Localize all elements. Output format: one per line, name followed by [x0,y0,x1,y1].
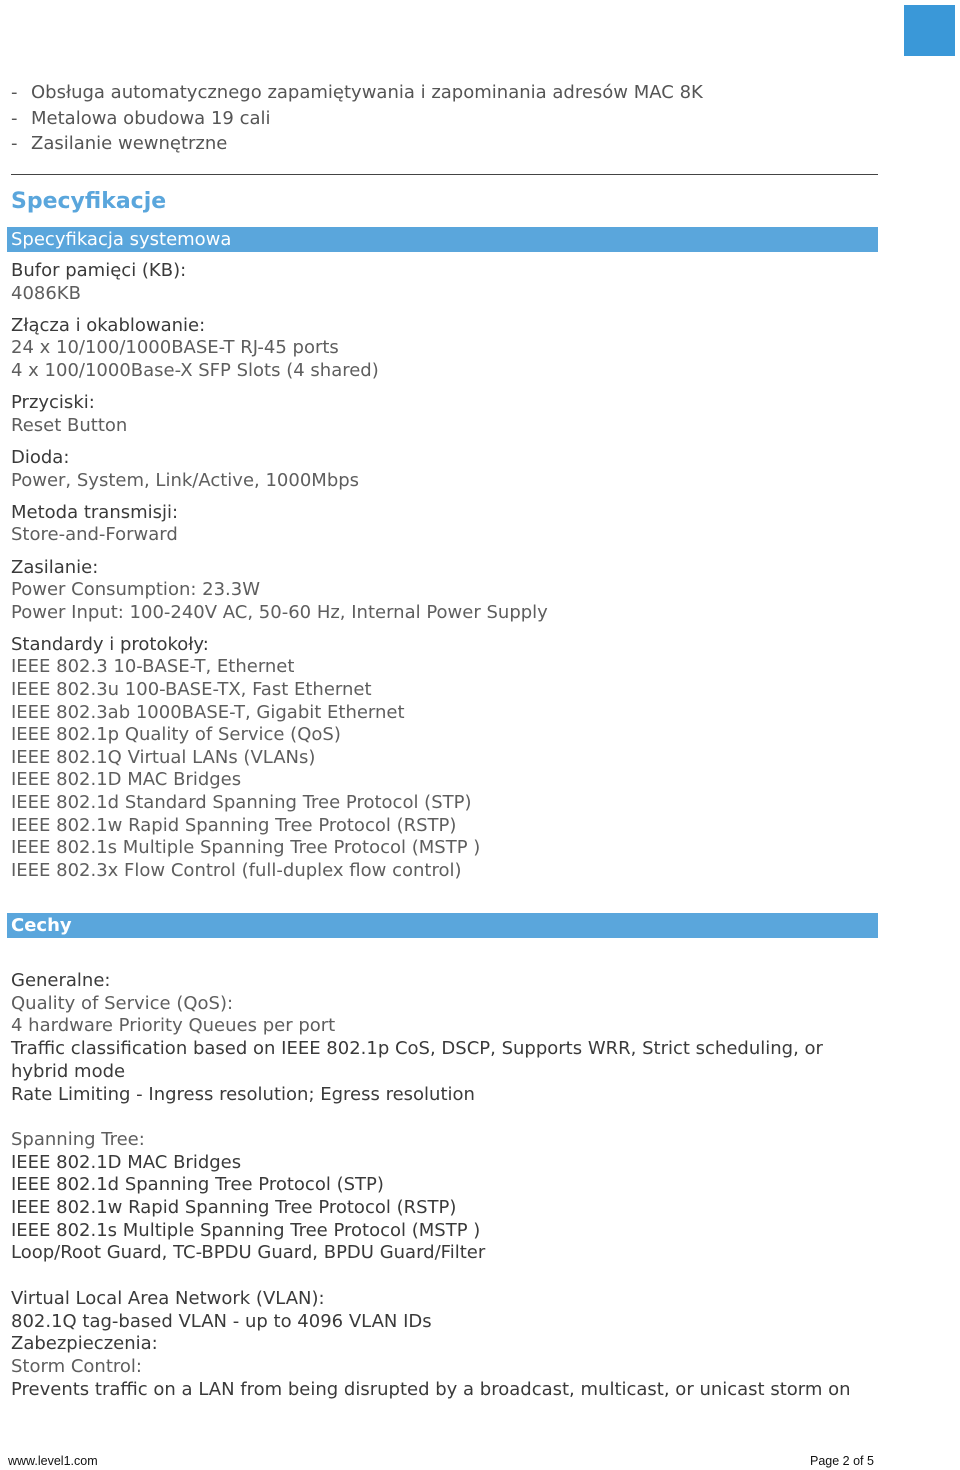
bullet-dash: - [11,82,18,103]
storm-label: Storm Control: [11,1355,142,1377]
bullet-dash: - [11,107,18,129]
stp-label: Spanning Tree: [11,1128,145,1150]
spec-group-standards [11,634,548,883]
spec-group-connectors [11,315,548,383]
feature-bullet-list [11,80,703,157]
spec-group-buffer [11,260,548,305]
spec-value: 4086KB [11,282,81,304]
spec-value: 4 x 100/1000Base-X SFP Slots (4 shared) [11,359,379,381]
vlan-label: Virtual Local Area Network (VLAN): [11,1287,325,1309]
feature-bullet [11,106,703,132]
general-label: Generalne: [11,970,111,991]
standard-item: IEEE 802.3ab 1000BASE-T, Gigabit Ethernet [11,701,405,723]
system-spec-block [11,260,548,892]
footer-page-number: Page 2 of 5 [810,1454,874,1468]
storm-value: Prevents traffic on a LAN from being disrupted by a broadcast, multicast, or unicast storm on [11,1378,851,1400]
spec-label: Dioda: [11,446,70,468]
standard-item: IEEE 802.1D MAC Bridges [11,769,242,791]
system-spec-bar: Specyfikacja systemowa [7,227,878,252]
spec-group-method [11,502,548,547]
spec-value: Power Consumption: 23.3W [11,579,261,601]
feature-text: Obsługa automatycznego zapamiętywania i zapominania adresów MAC 8K [31,82,703,103]
qos-item: Rate Limiting - Ingress resolution; Egress resolution [11,1083,475,1105]
horizontal-divider [11,174,878,175]
standard-item: IEEE 802.1w Rapid Spanning Tree Protocol (RSTP) [11,814,457,836]
standard-item: IEEE 802.1p Quality of Service (QoS) [11,724,341,746]
spec-value: Store-and-Forward [11,524,178,546]
security-label: Zabezpieczenia: [11,1333,158,1355]
stp-item: IEEE 802.1w Rapid Spanning Tree Protocol (RSTP) [11,1197,457,1219]
spec-group-buttons [11,392,548,437]
qos-item: 4 hardware Priority Queues per port [11,1015,336,1037]
spec-label: Standardy i protokoły: [11,633,209,655]
section-title: Specyfikacje [11,189,167,214]
footer-website: www.level1.com [8,1454,98,1468]
spec-value: Reset Button [11,414,128,436]
standard-item: IEEE 802.1Q Virtual LANs (VLANs) [11,746,316,768]
spec-group-power [11,557,548,625]
spacer [11,1106,871,1129]
features-block [11,970,871,1401]
standard-item: IEEE 802.1s Multiple Spanning Tree Protocol (MSTP ) [11,837,481,859]
bullet-dash: - [11,133,18,154]
spec-value: 24 x 10/100/1000BASE-T RJ-45 ports [11,337,339,359]
spec-label: Zasilanie: [11,556,99,578]
stp-item: Loop/Root Guard, TC-BPDU Guard, BPDU Guard/Filter [11,1242,486,1264]
spec-label: Metoda transmisji: [11,501,179,523]
stp-item: IEEE 802.1d Spanning Tree Protocol (STP) [11,1174,384,1196]
vlan-value: 802.1Q tag-based VLAN - up to 4096 VLAN IDs [11,1310,432,1332]
spec-label: Złącza i okablowanie: [11,314,206,336]
standard-item: IEEE 802.1d Standard Spanning Tree Protocol (STP) [11,792,472,814]
feature-text: Metalowa obudowa 19 cali [31,107,271,129]
qos-label: Quality of Service (QoS): [11,992,234,1014]
features-bar: Cechy [7,913,878,938]
feature-bullet [11,131,703,157]
spec-value: Power Input: 100-240V AC, 50-60 Hz, Internal Power Supply [11,601,548,623]
spacer [11,1265,871,1288]
standard-item: IEEE 802.3 10-BASE-T, Ethernet [11,656,295,678]
corner-accent-block [904,5,955,56]
spec-label: Bufor pamięci (KB): [11,260,187,281]
stp-item: IEEE 802.1D MAC Bridges [11,1151,242,1173]
standard-item: IEEE 802.3x Flow Control (full-duplex flow control) [11,859,462,881]
spec-group-led [11,447,548,492]
feature-text: Zasilanie wewnętrzne [31,133,228,154]
spec-value: Power, System, Link/Active, 1000Mbps [11,469,360,491]
spec-label: Przyciski: [11,392,95,414]
standard-item: IEEE 802.3u 100-BASE-TX, Fast Ethernet [11,679,372,701]
qos-item: Traffic classification based on IEEE 802.1p CoS, DSCP, Supports WRR, Strict scheduling, or hybrid mode [11,1038,823,1082]
stp-item: IEEE 802.1s Multiple Spanning Tree Protocol (MSTP ) [11,1219,481,1241]
feature-bullet [11,80,703,106]
